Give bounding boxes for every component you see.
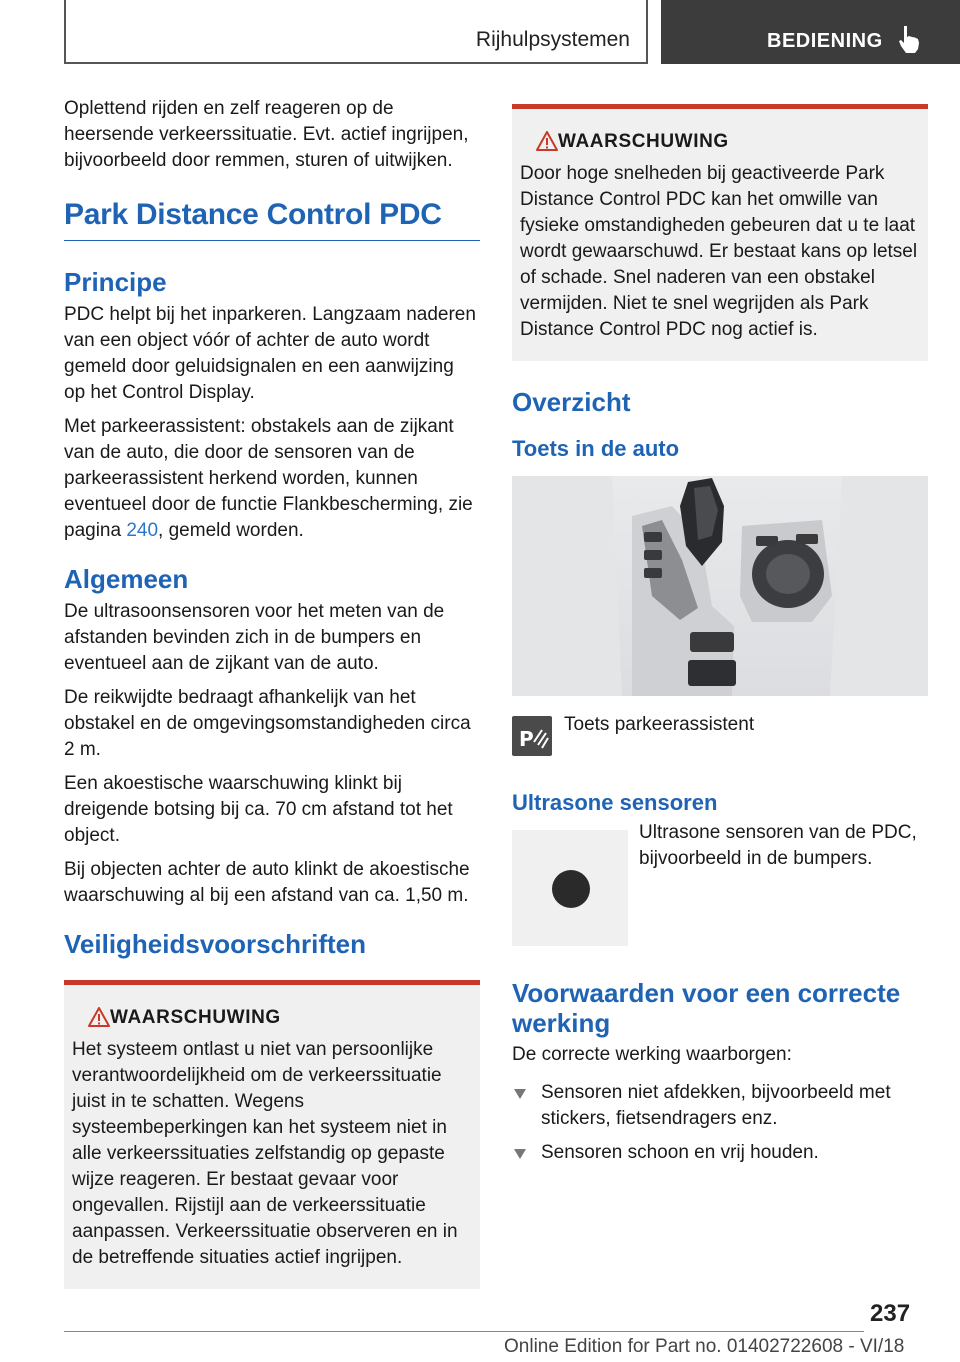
warning-title-right: WAARSCHUWING — [558, 131, 729, 152]
list-item: Sensoren niet afdekken, bijvoorbeeld met stickers, fietsendragers enz. — [512, 1080, 928, 1132]
ultrasonic-sensor-row — [512, 822, 928, 946]
header-chapter-title: BEDIENING — [767, 30, 883, 52]
page-240-link[interactable]: 240 — [126, 520, 159, 541]
warning-box-right — [512, 104, 928, 361]
ultrasonic-sensor-image — [512, 830, 628, 946]
veiligheid-heading: Veiligheidsvoorschriften — [64, 929, 366, 959]
parkeerassistent-text-end: , gemeld worden. — [158, 520, 304, 541]
page-title: Park Distance Control PDC — [64, 198, 480, 241]
footer-edition: Online Edition for Part no. 01402722608 - VI/18 — [504, 1336, 905, 1357]
algemeen-heading: Algemeen — [64, 564, 189, 594]
bullet-triangle-icon — [514, 1149, 526, 1159]
parkeerassistent-paragraph — [64, 414, 480, 544]
principe-heading: Principe — [64, 267, 167, 297]
algemeen-paragraph-2: De reikwijdte bedraagt afhankelijk van het obstakel en de omgevingsomstandigheden circa 2 m. — [64, 687, 471, 760]
header-section-title: Rijhulpsystemen — [475, 28, 630, 51]
parkeerassistent-text: Met parkeerassistent: obstakels aan de zijkant van de auto, die door de sensoren van de parkeerassistent herkend worden, kunnen eventueel door de functie Flankbescherming, zie pagina — [64, 416, 473, 541]
algemeen-paragraph-3: Een akoestische waarschuwing klinkt bij dreigende botsing bij ca. 70 cm afstand tot het object. — [64, 773, 453, 846]
toets-heading: Toets in de auto — [512, 436, 680, 461]
warning-box-left — [64, 980, 480, 1289]
right-column — [512, 104, 928, 1174]
warning-triangle-icon — [536, 131, 558, 151]
principe-section — [64, 267, 480, 544]
principe-paragraph: PDC helpt bij het inparkeren. Langzaam naderen van een object vóór of achter de auto wordt gemeld door geluidsignalen en een aanwijzing op het Control Display. — [64, 304, 476, 403]
warning-title-left: WAARSCHUWING — [110, 1007, 281, 1028]
overzicht-heading: Overzicht — [512, 387, 631, 417]
footer-divider — [64, 1331, 864, 1332]
warning-triangle-icon — [88, 1007, 110, 1027]
parking-assistant-key-row — [512, 714, 928, 774]
bullet-triangle-icon — [514, 1089, 526, 1099]
warning-text-left: Het systeem ontlast u niet van persoonlijke verantwoordelijkheid om de verkeerssituatie juist in te schatten. Wegens systeembeperkingen kan het systeem niet in alle verkeerssituaties zelfstandig op gepaste wijze reageren. Er bestaat gevaar voor ongevallen. Rijstijl aan de verkeerssituatie aanpassen. Verkeerssituatie observeren en in de betreffende situaties actief ingrijpen. — [72, 1039, 458, 1268]
warning-text-right: Door hoge snelheden bij geactiveerde Park Distance Control PDC kan het omwille van fysieke omstandigheden gebeuren dat u te laat wordt gewaarschuwd. Er bestaat kans op letsel of schade. Snel naderen van een obstakel vermijden. Niet te snel wegrijden als Park Distance Control PDC nog actief is. — [520, 163, 918, 340]
algemeen-paragraph-1: De ultrasoonsensoren voor het meten van de afstanden bevinden zich in de bumpers en eventueel aan de zijkant van de auto. — [64, 601, 445, 674]
voorwaarden-intro: De correcte werking waarborgen: — [512, 1044, 792, 1065]
list-item: Sensoren schoon en vrij houden. — [512, 1140, 928, 1166]
sensoren-heading: Ultrasone sensoren — [512, 790, 718, 815]
veiligheid-section — [64, 929, 480, 1289]
header-section-tab — [64, 0, 648, 64]
algemeen-paragraph-4: Bij objecten achter de auto klinkt de akoestische waarschuwing al bij een afstand van ca. 1,50 m. — [64, 859, 470, 906]
pointing-hand-icon — [895, 24, 925, 54]
left-column — [64, 96, 480, 1289]
voorwaarden-heading: Voorwaarden voor een correcte werking — [512, 978, 901, 1038]
algemeen-section — [64, 564, 480, 909]
center-console-photo — [512, 476, 928, 696]
intro-paragraph: Oplettend rijden en zelf reageren op de heersende verkeerssituatie. Evt. actief ingrijpen, bijvoorbeeld door remmen, sturen of uitwijken. — [64, 98, 469, 171]
page-number: 237 — [870, 1300, 911, 1327]
parking-assistant-key-icon — [512, 716, 552, 756]
parking-assistant-key-caption: Toets parkeerassistent — [564, 714, 755, 735]
sensoren-text: Ultrasone sensoren van de PDC, bijvoorbeeld in de bumpers. — [639, 822, 917, 869]
svg-text:P: P — [519, 727, 534, 751]
voorwaarden-list — [512, 1080, 928, 1166]
sensor-dot-icon — [552, 870, 590, 908]
header-chapter-tab — [661, 0, 960, 64]
